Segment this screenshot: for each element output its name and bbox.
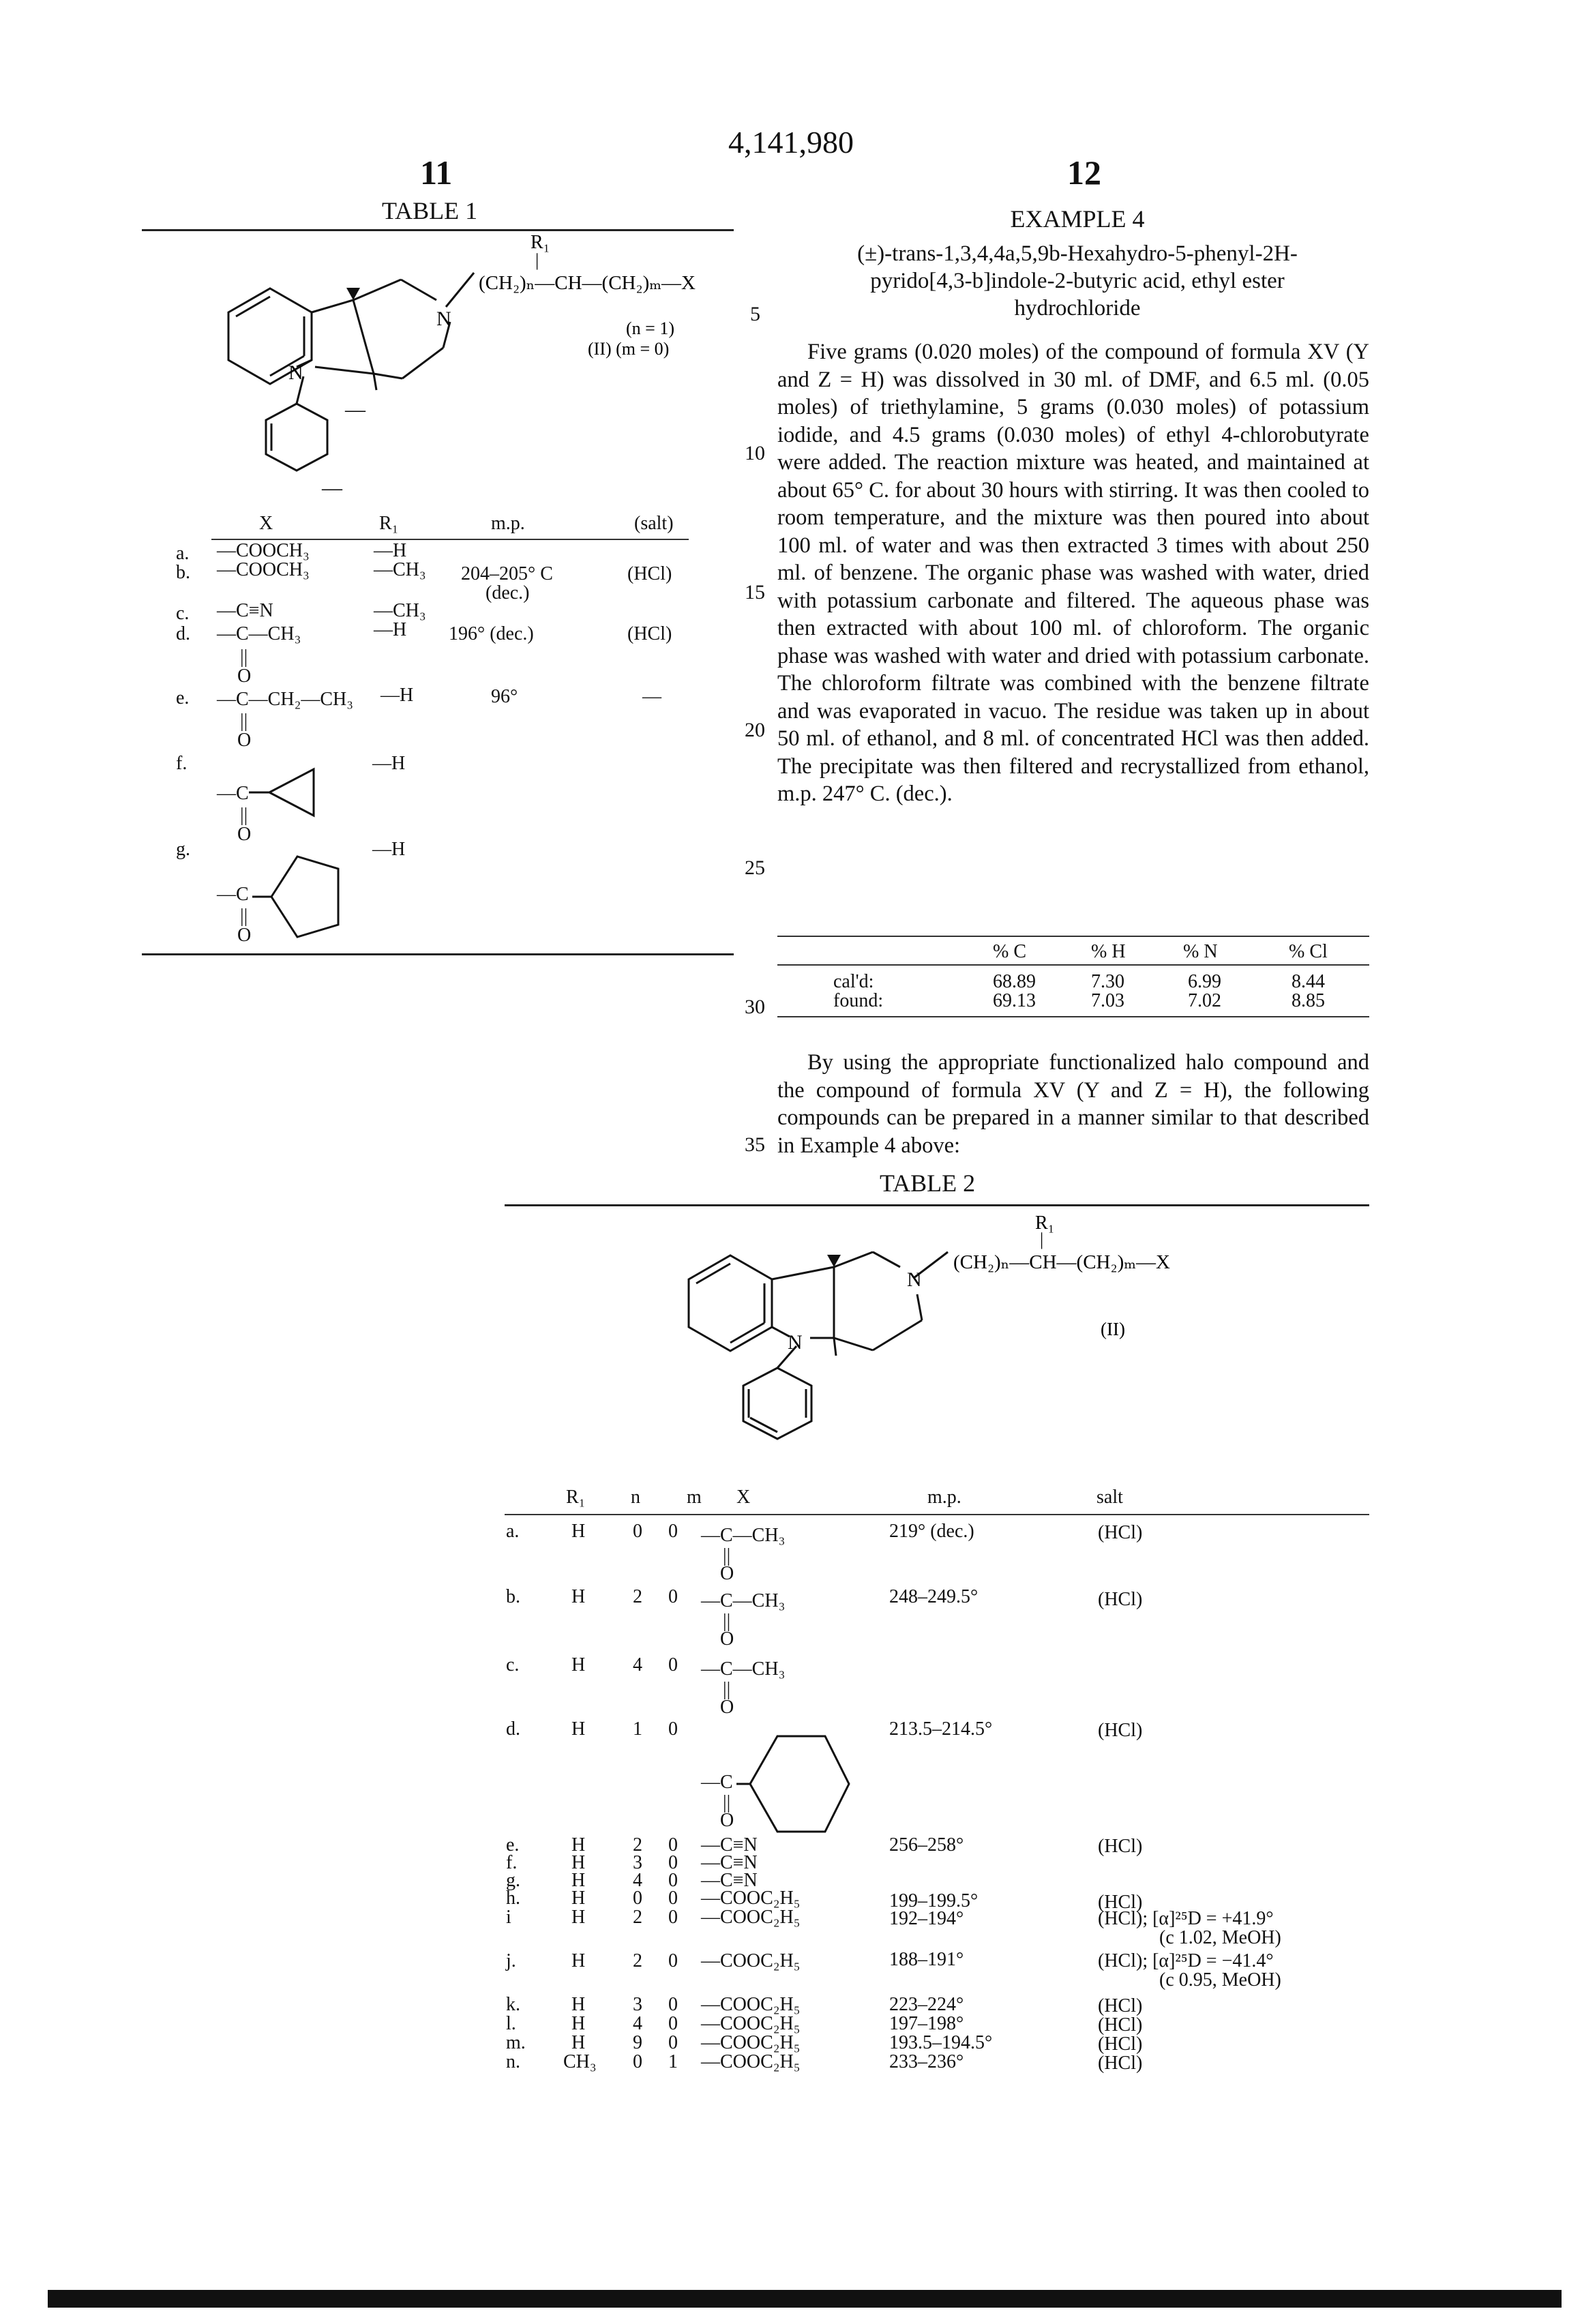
table2-row-label: l. (506, 2013, 516, 2034)
line-number: 20 (745, 719, 765, 741)
cyclopentyl-ring (252, 846, 355, 948)
table2-row-mp: 193.5–194.5° (889, 2032, 993, 2053)
table1-row-label: g. (176, 839, 190, 860)
table2-row-n: 3 (633, 1852, 642, 1873)
table2-row-salt-note: (c 0.95, MeOH) (1159, 1969, 1281, 1991)
table2-row-salt: (HCl) (1098, 1836, 1143, 1857)
analysis-header-n: % N (1183, 941, 1218, 962)
oxygen-label: O (237, 824, 252, 845)
oxygen-label: O (720, 1697, 734, 1718)
table2-row-n: 1 (633, 1718, 642, 1740)
table1-structure (164, 232, 723, 505)
phenyl-dash-label: — (345, 398, 365, 421)
table2-structure (675, 1204, 1234, 1477)
table1-title: TABLE 1 (382, 197, 478, 224)
compound-name-line: hydrochloride (1014, 296, 1141, 321)
table2-row-n: 0 (633, 1888, 642, 1909)
example4-paragraph (777, 338, 1369, 808)
table2-row-x: —COOC₂H₅ (701, 1888, 801, 1909)
table2-row-m: 0 (668, 1950, 678, 1971)
table1-header-mp: m.p. (491, 513, 525, 534)
table2-header-m: m (687, 1487, 702, 1508)
table1-row-x: —COOCH₃ (217, 540, 310, 561)
table2-row-label: k. (506, 1994, 520, 2015)
table1-row-label: b. (176, 562, 190, 583)
table1-header-x: X (259, 513, 273, 534)
example4-paragraph-text: Five grams (0.020 moles) of the compound of formula XV (Y and Z = H) was dissolved in 30 ml. of DMF, and 6.5 ml. (0.05 moles) of triethylamine, 5 grams (0.030 moles) of potassium iodide, and 4.5 grams (0.030 moles) of ethyl 4-chlorobutyrate were added. The reaction mixture was heated, and maintained at about 65° C. for about 30 hours with stirring. It was then cooled to room temperature, and the mixture was then poured into about 100 ml. of water and was then extracted 3 times with about 250 ml. of benzene. The organic phase was washed with water, dried with potassium carbonate and filtered. The aqueous phase was then extracted with about 100 ml. of chloroform. The organic phase was washed with water and dried with potassium carbonate. The chloroform filtrate was combined with the benzene filtrate and was evaporated in vacuo. The residue was taken up in about 50 ml. of ethanol, and 8 ml. of concentrated HCl was then added. The precipitate was then filtered and recrystallized from ethanol, m.p. 247° C. (dec.). (777, 340, 1369, 806)
table2-row-mp: 197–198° (889, 2013, 964, 2034)
double-bond: || (723, 1792, 731, 1813)
table1-bottom-rule (142, 953, 734, 955)
table1-row-r1: —CH₃ (374, 559, 426, 580)
table2-row-m: 0 (668, 1994, 678, 2015)
table1-row-r1: —H (374, 619, 407, 640)
line-number: 35 (745, 1133, 765, 1156)
double-bond: || (240, 646, 248, 668)
table1-row-salt: — (642, 686, 661, 707)
table2-row-n: 2 (633, 1586, 642, 1607)
analysis-value: 7.03 (1091, 990, 1124, 1011)
table2-row-x: —COOC₂H₅ (701, 1950, 801, 1971)
table2-row-x: —C≡N (701, 1870, 758, 1891)
double-bond: || (240, 711, 248, 732)
indole-nitrogen-label: N (288, 361, 303, 384)
table1-row-label: f. (176, 753, 188, 774)
table1-row-x: —C (217, 783, 249, 804)
compound-name-line: pyrido[4,3-b]indole-2-butyric acid, ethyl ester (870, 269, 1285, 293)
table2-row-label: m. (506, 2032, 526, 2053)
analysis-value: 8.85 (1292, 990, 1325, 1011)
table2-row-n: 4 (633, 1654, 642, 1675)
table1-row-label: e. (176, 687, 190, 709)
table2-row-mp: 233–236° (889, 2051, 964, 2072)
table2-row-n: 0 (633, 1521, 642, 1542)
table2-header-rule (505, 1514, 1369, 1515)
table2-row-m: 0 (668, 2013, 678, 2034)
table2-row-salt-note: (c 1.02, MeOH) (1159, 1927, 1281, 1948)
table2-row-r1: H (571, 1521, 586, 1542)
table2-row-r1: H (571, 1994, 586, 2015)
table2-row-m: 0 (668, 2032, 678, 2053)
table2-row-x: —COOC₂H₅ (701, 2032, 801, 2053)
analysis-row-label: cal'd: (833, 971, 874, 992)
table1-row-mp: 196° (dec.) (449, 623, 534, 644)
table2-row-label: b. (506, 1586, 520, 1607)
nitrogen-atom-label: N (436, 308, 451, 330)
oxygen-label: O (237, 666, 252, 687)
table2-row-n: 2 (633, 1907, 642, 1928)
table2-formula-chain: (CH₂)ₙ—CH—(CH₂)ₘ—X (953, 1251, 1170, 1273)
table2-row-salt: (HCl) (1098, 2053, 1143, 2074)
table2-row-mp: 199–199.5° (889, 1890, 979, 1911)
right-column-number: 12 (1067, 153, 1101, 192)
table2-row-r1: H (571, 1950, 586, 1971)
analysis-value: 8.44 (1292, 971, 1325, 992)
table1-row-r1: —H (372, 839, 406, 860)
table2-row-n: 4 (633, 1870, 642, 1891)
table2-row-n: 9 (633, 2032, 642, 2053)
table2-row-salt: (HCl) (1098, 1995, 1143, 2016)
analysis-value: 69.13 (993, 990, 1036, 1011)
table2-row-salt: (HCl); [α]²⁵D = +41.9° (1098, 1908, 1274, 1929)
table2-row-r1: H (571, 1888, 586, 1909)
table2-row-x: —C (701, 1772, 733, 1793)
table1-row-x: —C—CH₃ (217, 623, 301, 644)
table2-row-m: 0 (668, 1834, 678, 1856)
table2-row-x: —C—CH₃ (701, 1590, 786, 1611)
table2-row-label: f. (506, 1852, 518, 1873)
table1-row-x: —C (217, 884, 249, 905)
table2-row-m: 1 (668, 2051, 678, 2072)
table2-row-label: c. (506, 1654, 520, 1675)
analysis-value: 7.02 (1188, 990, 1221, 1011)
analysis-value: 7.30 (1091, 971, 1124, 992)
cyclohexyl-ring (736, 1729, 852, 1852)
table1-row-x: —C—CH₂—CH₃ (217, 689, 353, 710)
table2-row-x: —C≡N (701, 1852, 758, 1873)
oxygen-label: O (237, 730, 252, 751)
left-column-number: 11 (420, 153, 453, 192)
table2-row-r1: H (571, 1718, 586, 1740)
cyclopropyl-ring (249, 764, 324, 818)
table1-row-mp: 96° (491, 686, 518, 707)
table1-formula-chain: (CH₂)ₙ—CH—(CH₂)ₘ—X (479, 272, 696, 294)
table2-row-n: 4 (633, 2013, 642, 2034)
table2-row-r1: H (571, 1870, 586, 1891)
table2-row-m: 0 (668, 1852, 678, 1873)
table2-row-mp: 256–258° (889, 1834, 964, 1856)
analysis-top-rule (777, 936, 1369, 937)
example4-heading: EXAMPLE 4 (1010, 205, 1145, 233)
table2-row-r1: H (571, 1907, 586, 1928)
table2-row-label: a. (506, 1521, 520, 1542)
table1-row-r1: —H (374, 540, 407, 561)
table1-row-mp-note: (dec.) (486, 582, 530, 604)
table2-row-salt: (HCl) (1098, 1589, 1143, 1610)
table1-row-r1: —H (372, 753, 406, 774)
analysis-row-label: found: (833, 990, 884, 1011)
r1-label: R₁ (531, 232, 550, 253)
indole-nitrogen-label: N (788, 1331, 803, 1354)
table2-row-r1: H (571, 1834, 586, 1856)
table2-row-mp: 192–194° (889, 1908, 964, 1929)
bottom-bar (48, 2290, 1562, 2308)
followup-paragraph-text: By using the appropriate functionalized halo compound and the compound of formula XV (Y and Z = H), the following compounds can be prepared in a manner similar to that described in Example 4 above: (777, 1050, 1369, 1158)
nitrogen-atom-label: N (907, 1268, 922, 1291)
r1-label: R₁ (1035, 1212, 1055, 1234)
table2-row-n: 3 (633, 1994, 642, 2015)
line-number: 25 (745, 856, 765, 879)
table2-row-n: 0 (633, 2051, 642, 2072)
table2-row-r1: H (571, 1654, 586, 1675)
table1-row-x: —C≡N (217, 600, 273, 621)
table1-header-r1: R₁ (379, 513, 399, 534)
table2-row-mp: 219° (dec.) (889, 1521, 974, 1542)
analysis-header-c: % C (993, 941, 1026, 962)
table2-title: TABLE 2 (880, 1170, 976, 1197)
table2-row-m: 0 (668, 1907, 678, 1928)
table2-row-x: —C—CH₃ (701, 1658, 786, 1680)
table2-row-label: j. (506, 1950, 516, 1971)
table1-row-r1: —H (380, 685, 414, 706)
table2-row-salt: (HCl) (1098, 1892, 1143, 1913)
analysis-header-cl: % Cl (1289, 941, 1328, 962)
double-bond: || (240, 906, 248, 927)
table2-row-label: d. (506, 1718, 520, 1740)
table1-row-mp: 204–205° C (461, 563, 553, 584)
table1-row-x: —COOCH₃ (217, 559, 310, 580)
table2-row-x: —COOC₂H₅ (701, 2013, 801, 2034)
double-bond: || (240, 805, 248, 826)
double-bond: || (723, 1611, 731, 1632)
table2-row-n: 2 (633, 1950, 642, 1971)
example4-followup-paragraph (777, 1049, 1369, 1159)
table2-row-x: —C≡N (701, 1834, 758, 1856)
analysis-header-rule (777, 964, 1369, 966)
table2-row-salt: (HCl); [α]²⁵D = −41.4° (1098, 1950, 1274, 1971)
table2-row-x: —COOC₂H₅ (701, 2051, 801, 2072)
oxygen-label: O (720, 1563, 734, 1584)
table2-row-salt: (HCl) (1098, 2034, 1143, 2055)
table2-row-salt: (HCl) (1098, 1522, 1143, 1543)
analysis-value: 6.99 (1188, 971, 1221, 992)
line-number: 15 (745, 581, 765, 604)
table2-header-mp: m.p. (927, 1487, 961, 1508)
table2-row-m: 0 (668, 1586, 678, 1607)
table2-formula-note: (II) (1101, 1319, 1125, 1339)
table2-row-r1: H (571, 2032, 586, 2053)
table2-header-salt: salt (1096, 1487, 1123, 1508)
oxygen-label: O (237, 925, 252, 946)
table2-row-m: 0 (668, 1888, 678, 1909)
analysis-bottom-rule (777, 1016, 1369, 1017)
line-number: 5 (750, 303, 760, 325)
patent-number: 4,141,980 (728, 125, 854, 160)
table1-row-label: c. (176, 603, 190, 624)
double-bond: || (723, 1679, 731, 1700)
double-bond: || (723, 1545, 731, 1566)
analysis-header-h: % H (1091, 941, 1126, 962)
table2-row-r1: H (571, 1586, 586, 1607)
table2-header-n: n (631, 1487, 640, 1508)
table2-row-m: 0 (668, 1718, 678, 1740)
table2-row-label: h. (506, 1888, 520, 1909)
table2-row-r1: H (571, 2013, 586, 2034)
line-number: 30 (745, 996, 765, 1018)
compound-name-line: (±)-trans-1,3,4,4a,5,9b-Hexahydro-5-phenyl-2H- (857, 241, 1298, 266)
table2-row-salt: (HCl) (1098, 1720, 1143, 1741)
table1-formula-note: (II) (m = 0) (588, 339, 670, 359)
table1-top-rule (142, 229, 734, 231)
table1-row-salt: (HCl) (627, 623, 672, 644)
table2-row-salt: (HCl) (1098, 2014, 1143, 2036)
table2-row-x: —COOC₂H₅ (701, 1907, 801, 1928)
analysis-value: 68.89 (993, 971, 1036, 992)
table2-row-m: 0 (668, 1654, 678, 1675)
table1-row-r1: —CH₃ (374, 600, 426, 621)
table2-row-x: —C—CH₃ (701, 1525, 786, 1546)
table2-header-x: X (736, 1487, 751, 1508)
table2-row-label: n. (506, 2051, 520, 2072)
table2-row-mp: 223–224° (889, 1994, 964, 2015)
r1-bond-bar: | (1040, 1230, 1044, 1249)
example4-compound-name (777, 240, 1377, 322)
phenyl-dash-label-2: — (322, 477, 342, 499)
table2-row-label: i (506, 1907, 511, 1928)
table2-row-label: e. (506, 1834, 520, 1856)
oxygen-label: O (720, 1628, 734, 1650)
line-number: 10 (745, 442, 765, 464)
oxygen-label: O (720, 1810, 734, 1831)
table2-row-label: g. (506, 1870, 520, 1891)
table1-n-note: (n = 1) (626, 318, 674, 338)
table2-row-r1: CH₃ (563, 2051, 597, 2072)
table1-row-label: a. (176, 543, 190, 564)
table1-row-label: d. (176, 623, 190, 644)
r1-bond-bar: | (535, 250, 539, 270)
table2-row-m: 0 (668, 1521, 678, 1542)
table2-row-x: —COOC₂H₅ (701, 1994, 801, 2015)
table2-row-mp: 248–249.5° (889, 1586, 979, 1607)
table2-row-mp: 188–191° (889, 1949, 964, 1970)
table1-row-salt: (HCl) (627, 563, 672, 584)
table2-row-mp: 213.5–214.5° (889, 1718, 993, 1740)
table2-row-m: 0 (668, 1870, 678, 1891)
table2-row-n: 2 (633, 1834, 642, 1856)
table2-header-r1: R₁ (566, 1487, 586, 1508)
table2-row-r1: H (571, 1852, 586, 1873)
table1-header-salt: (salt) (634, 513, 674, 534)
